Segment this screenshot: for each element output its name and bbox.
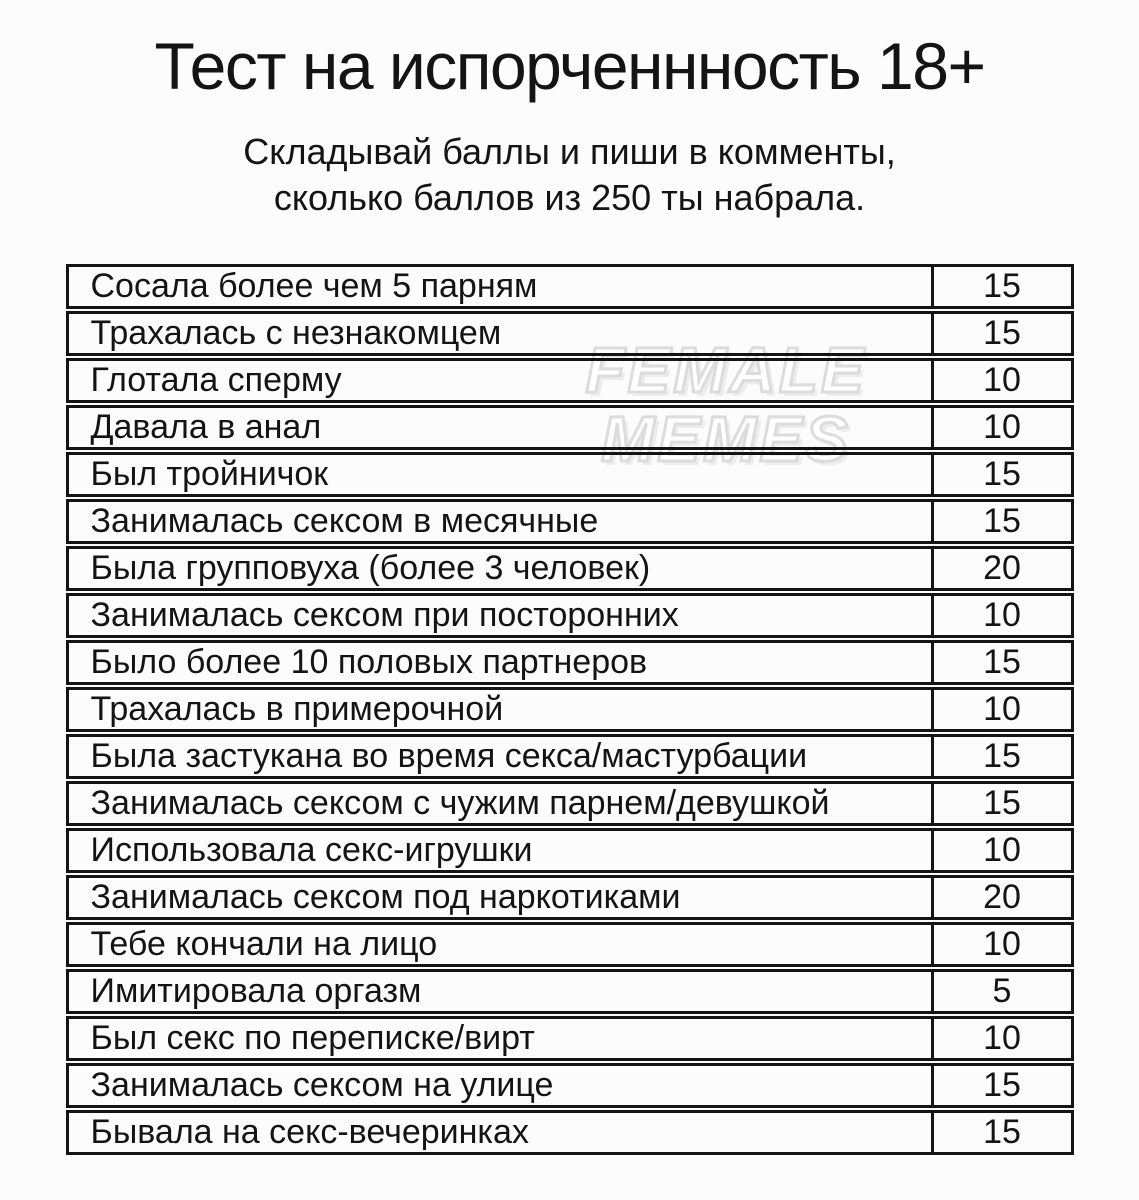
table-row	[66, 1110, 1074, 1155]
row-points: 15	[931, 737, 1071, 776]
row-label: Занималась сексом на улице	[90, 1066, 554, 1105]
row-label: Бывала на секс-вечеринках	[90, 1113, 529, 1152]
table-row	[66, 311, 1074, 356]
row-points: 15	[931, 314, 1071, 353]
page-title: Тест на испорченнность 18+	[154, 29, 985, 103]
row-points: 10	[931, 831, 1071, 870]
score-table	[66, 264, 1074, 1155]
watermark-line-2: MEMES	[601, 402, 851, 475]
row-label: Трахалась в примерочной	[90, 690, 504, 729]
row-label: Сосала более чем 5 парням	[90, 267, 538, 306]
table-row	[66, 781, 1074, 826]
row-label: Имитировала оргазм	[90, 972, 422, 1011]
subtitle-line-2: сколько баллов из 250 ты набрала.	[273, 177, 866, 219]
row-points: 15	[931, 784, 1071, 823]
row-points: 10	[931, 925, 1071, 964]
row-label: Было более 10 половых партнеров	[90, 643, 648, 682]
score-table-wrap	[66, 264, 1074, 1155]
table-row	[66, 264, 1074, 309]
row-points: 15	[931, 643, 1071, 682]
row-points: 10	[931, 596, 1071, 635]
row-label: Занималась сексом под наркотиками	[90, 878, 681, 917]
table-row	[66, 734, 1074, 779]
table-row	[66, 358, 1074, 403]
row-label: Была застукана во время секса/мастурбации	[90, 737, 808, 776]
row-label: Занималась сексом при посторонних	[90, 596, 679, 635]
table-row	[66, 687, 1074, 732]
table-row	[66, 922, 1074, 967]
row-points: 15	[931, 1066, 1071, 1105]
row-points: 10	[931, 361, 1071, 400]
row-label: Тебе кончали на лицо	[90, 925, 438, 964]
row-label: Глотала сперму	[90, 361, 342, 400]
row-label: Был секс по переписке/вирт	[90, 1019, 535, 1058]
row-label: Давала в анал	[90, 408, 322, 447]
row-label: Занималась сексом в месячные	[90, 502, 599, 541]
table-row	[66, 405, 1074, 450]
table-row	[66, 969, 1074, 1014]
watermark-line-1: FEMALE	[585, 334, 867, 407]
row-label: Была групповуха (более 3 человек)	[90, 549, 651, 588]
row-points: 15	[931, 502, 1071, 541]
row-points: 20	[931, 878, 1071, 917]
row-points: 10	[931, 690, 1071, 729]
subtitle-line-1: Складывай баллы и пиши в комменты,	[243, 130, 896, 172]
table-row	[66, 875, 1074, 920]
row-points: 10	[931, 1019, 1071, 1058]
table-row	[66, 546, 1074, 591]
table-row	[66, 593, 1074, 638]
table-row	[66, 499, 1074, 544]
row-label: Трахалась с незнакомцем	[90, 314, 502, 353]
table-row	[66, 452, 1074, 497]
row-label: Был тройничок	[90, 455, 329, 494]
row-points: 5	[931, 972, 1071, 1011]
row-points: 10	[931, 408, 1071, 447]
row-label: Занималась сексом с чужим парнем/девушкой	[90, 784, 830, 823]
table-row	[66, 640, 1074, 685]
row-points: 15	[931, 267, 1071, 306]
subtitle	[0, 129, 1139, 223]
meme-page	[0, 30, 1139, 1155]
table-row	[66, 828, 1074, 873]
table-row	[66, 1063, 1074, 1108]
row-points: 15	[931, 1113, 1071, 1152]
row-points: 15	[931, 455, 1071, 494]
table-row	[66, 1016, 1074, 1061]
row-points: 20	[931, 549, 1071, 588]
row-label: Использовала секс-игрушки	[90, 831, 533, 870]
